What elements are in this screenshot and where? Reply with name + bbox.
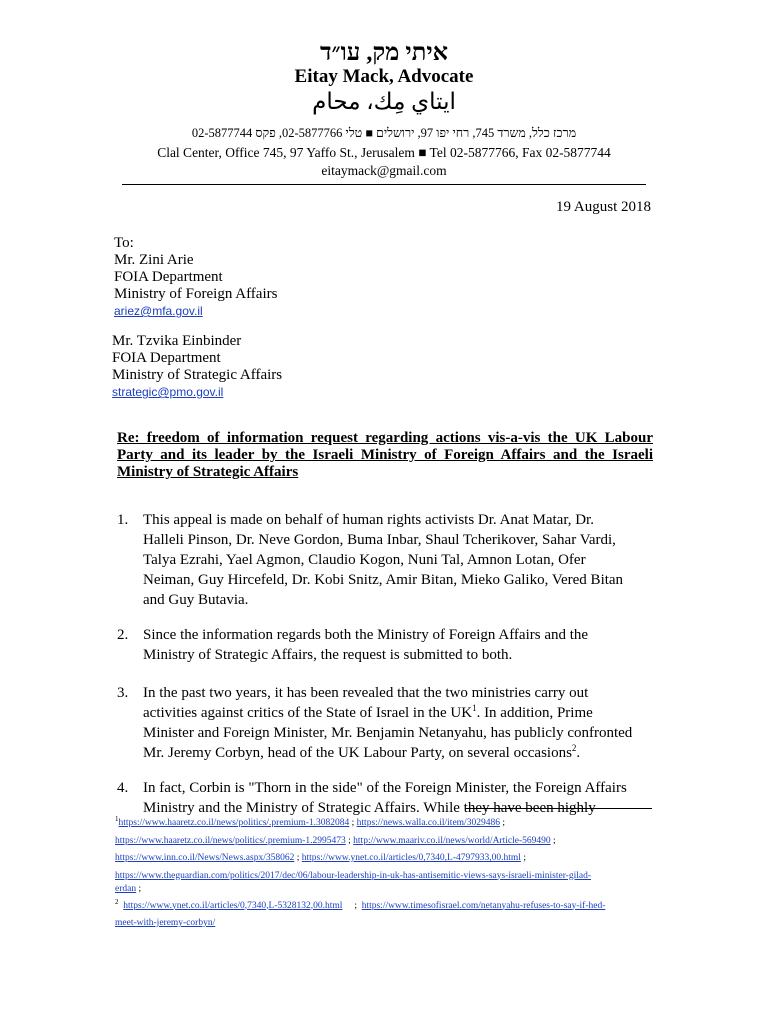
footnote-link[interactable]: http://www.maariv.co.il/news/world/Article-569490 — [353, 835, 551, 846]
item-text — [143, 625, 653, 665]
letterhead-address-english: Clal Center, Office 745, 97 Yaffo St., Jerusalem ■ Tel 02-5877766, Fax 02-5877744 — [157, 145, 611, 160]
item-line: Since the information regards both the Ministry of Foreign Affairs and the — [143, 627, 589, 643]
recipient-department: FOIA Department — [114, 269, 223, 285]
footnote-1-line: https://www.inn.co.il/News/News.aspx/358062 ; https://www.ynet.co.il/articles/0,7340,L-4797933,00.html ; — [115, 853, 526, 863]
letterhead-address-hebrew: מרכז כלל, משרד 745, רחי יפו 97, ירושלים ■ טלי 02-5877766, פקס 02-5877744 — [191, 126, 577, 140]
recipient-email-link[interactable]: strategic@pmo.gov.il — [112, 385, 224, 399]
to-label: To: — [114, 235, 134, 251]
letterhead-name-english: Eitay Mack, Advocate — [294, 66, 474, 87]
footnote-1-line: https://www.haaretz.co.il/news/politics/.premium-1.2995473 ; http://www.maariv.co.il/news/world/Article-569490 ; — [115, 835, 556, 846]
item-text — [143, 778, 653, 818]
footnote-1-line: $^1$https://www.haaretz.co.il/news/politics/.premium-1.3082084 ; https://news.walla.co.il/item/3029486 ; — [115, 814, 505, 828]
footnote-marker: 1 — [115, 814, 119, 823]
footnote-ref-2[interactable]: 2 — [571, 743, 577, 753]
letter-subject: Re: freedom of information request regarding actions vis-a-vis the UK Labour Party and its leader by the Israeli Ministry of Foreign Affairs and the Israeli Ministry of Strategic Affairs — [117, 430, 653, 480]
letterhead-name-arabic: ايتاي مِك، محام — [312, 89, 456, 114]
letter-date: 19 August 2018 — [555, 199, 651, 215]
footnote-link[interactable]: meet-with-jeremy-corbyn/ — [115, 918, 216, 928]
footnote-marker: 2 — [115, 897, 119, 906]
recipient-ministry: Ministry of Strategic Affairs — [112, 367, 283, 383]
footnote-2-line — [115, 915, 655, 933]
item-line: In the past two years, it has been revealed that the two ministries carry out — [143, 685, 589, 701]
item-text — [143, 683, 653, 763]
item-number: 4. — [117, 780, 129, 796]
item-line: This appeal is made on behalf of human rights activists Dr. Anat Matar, Dr. — [143, 512, 594, 528]
footnote-link[interactable]: erdan — [115, 883, 137, 894]
item-line: Ministry and the Ministry of Strategic Affairs. While they have been highly — [143, 800, 596, 816]
recipient-name: Mr. Zini Arie — [114, 252, 194, 268]
item-line: In fact, Corbin is "Thorn in the side" of the Foreign Minister, the Foreign Affairs — [143, 780, 627, 796]
letterhead-name-hebrew: איתי מק, עו״ד — [319, 40, 449, 66]
footnote-1-line: erdan ; — [115, 883, 142, 894]
footnote-link[interactable]: https://www.inn.co.il/News/News.aspx/358062 — [115, 853, 295, 863]
footnote-link[interactable]: https://www.theguardian.com/politics/2017/dec/06/labour-leadership-in-uk-has-antisemitic-views-says-israeli-minister-gilad- — [115, 870, 591, 881]
recipient-block-2 — [112, 333, 282, 401]
footnote-link[interactable]: https://news.walla.co.il/item/3029486 — [356, 818, 500, 828]
item-line: Ministry of Strategic Affairs, the request is submitted to both. — [143, 647, 513, 663]
footnote-ref-1[interactable]: 1 — [472, 703, 477, 713]
item-line: activities against critics of the State of Israel in the $UK^1$. In addition, Prime — [143, 703, 593, 721]
footnote-link[interactable]: https://www.haaretz.co.il/news/politics/.premium-1.2995473 — [115, 835, 346, 846]
recipient-department: FOIA Department — [112, 350, 221, 366]
item-line: Talya Ezrahi, Yael Agmon, Claudio Kogon, Nuni Tal, Amnon Lotan, Ofer — [143, 552, 586, 568]
footnote-separator — [465, 808, 652, 809]
item-number: 2. — [117, 627, 129, 643]
item-line: Minister and Foreign Minister, Mr. Benjamin Netanyahu, has publicly confronted — [143, 725, 633, 741]
footnote-link[interactable]: https://www.timesofisrael.com/netanyahu-refuses-to-say-if-hed- — [361, 900, 606, 911]
footnote-1-line — [115, 868, 655, 883]
recipient-email-link[interactable]: ariez@mfa.gov.il — [114, 304, 203, 318]
footnote-link[interactable]: https://www.ynet.co.il/articles/0,7340,L-4797933,00.html — [301, 853, 521, 863]
item-line: Mr. Jeremy Corbyn, head of the UK Labour Party, on several occasions$^2$. — [143, 743, 581, 761]
footnote-link[interactable]: https://www.haaretz.co.il/news/politics/.premium-1.3082084 — [118, 818, 350, 828]
item-number: 3. — [117, 685, 129, 701]
recipient-ministry: Ministry of Foreign Affairs — [114, 286, 278, 302]
item-number: 1. — [117, 512, 129, 528]
footnote-2-line: $^2$ https://www.ynet.co.il/articles/0,7340,L-5328132,00.html ; https://www.timesofisrael.com/netanyahu-refuses-to-say-if-hed- — [115, 897, 606, 911]
item-line: Halleli Pinson, Dr. Neve Gordon, Buma Inbar, Shaul Tcherikover, Sahar Vardi, — [143, 532, 616, 548]
footnote-link[interactable]: https://www.ynet.co.il/articles/0,7340,L-5328132,00.html — [123, 900, 343, 911]
item-line: Neiman, Guy Hircefeld, Dr. Kobi Snitz, Amir Bitan, Mieko Galiko, Vered Bitan — [143, 572, 624, 588]
item-line: and Guy Butavia. — [143, 592, 249, 608]
recipient-name: Mr. Tzvika Einbinder — [112, 333, 242, 349]
recipient-block-1 — [114, 235, 277, 320]
letterhead-email: eitaymack@gmail.com — [321, 163, 447, 178]
item-text — [143, 510, 653, 610]
footnotes — [115, 815, 655, 933]
letterhead-divider — [122, 184, 646, 185]
